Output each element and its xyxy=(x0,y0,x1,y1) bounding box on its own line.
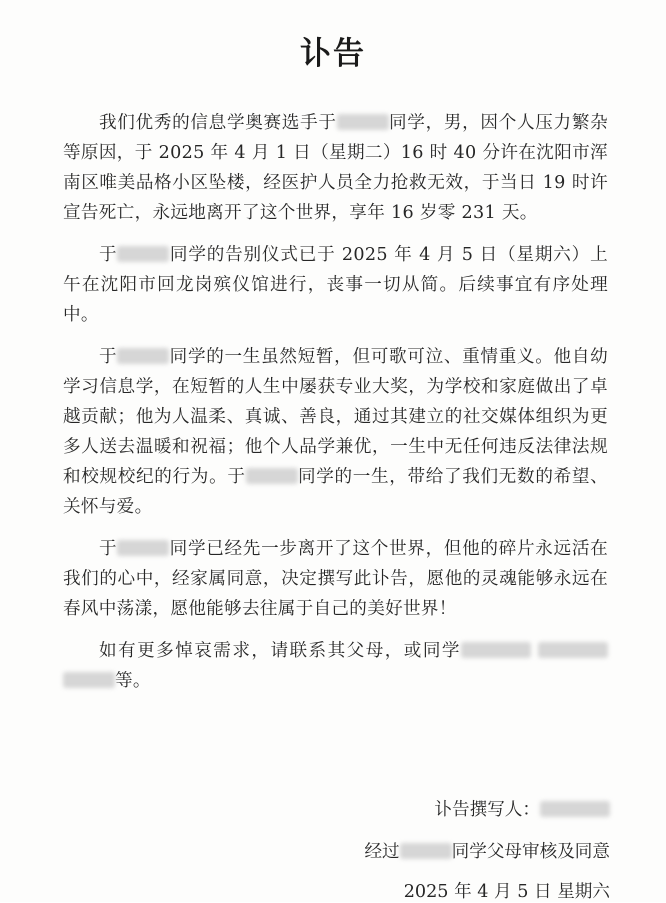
redacted-name xyxy=(540,801,610,817)
paragraph-1 xyxy=(63,108,608,228)
redacted-name xyxy=(117,348,169,364)
document-title: 讣告 xyxy=(300,36,366,72)
paragraph-2-part-a: 于 xyxy=(99,245,118,265)
paragraph-2-part-b: 同学的告别仪式已于 2025 年 4 月 5 日（星期六）上午在沈阳市回龙岗殡仪馆进行，丧事一切从简。后续事宜有序处理中。 xyxy=(63,245,608,325)
redacted-name xyxy=(246,468,298,484)
paragraph-4-part-a: 于 xyxy=(99,539,118,559)
document-body xyxy=(63,108,608,708)
paragraph-5-part-a: 如有更多悼哀需求，请联系其父母，或同学 xyxy=(99,641,461,661)
paragraph-5-part-b: 等。 xyxy=(115,671,151,691)
redacted-name xyxy=(63,672,115,688)
paragraph-1-part-b: 同学，男，因个人压力繁杂等原因，于 2025 年 4 月 1 日（星期二）16 时 40 分许在沈阳市浑南区唯美品格小区坠楼，经医护人员全力抢救无效，于当日 19 时许宣告死亡，永远地离开了这个世界，享年 16 岁零 231 天。 xyxy=(63,113,608,223)
paragraph-4 xyxy=(63,534,608,624)
redacted-name xyxy=(117,540,169,556)
paragraph-3-part-a: 于 xyxy=(99,347,118,367)
paragraph-3-part-b: 同学的一生虽然短暂，但可歌可泣、重情重义。他自幼学习信息学，在短暂的人生中屡获专业大奖，为学校和家庭做出了卓越贡献；他为人温柔、真诚、善良，通过其建立的社交媒体组织为更多人送去温暖和祝福；他个人品学兼优，一生中无任何违反法律法规和校规校纪的行为。于 xyxy=(63,347,608,487)
paragraph-5 xyxy=(63,636,608,696)
paragraph-3 xyxy=(63,342,608,522)
approval-part-b: 同学父母审核及同意 xyxy=(451,842,610,862)
paragraph-3-part-c: 同学的一生，带给了我们无数的希望、关怀与爱。 xyxy=(63,467,608,517)
signature-writer xyxy=(434,796,610,821)
redacted-name xyxy=(337,114,389,130)
paragraph-1-part-a: 我们优秀的信息学奥赛选手于 xyxy=(99,113,337,133)
signature-date: 2025 年 4 月 5 日 星期六 xyxy=(403,882,610,902)
redacted-name xyxy=(117,246,169,262)
signature-approval xyxy=(364,838,610,863)
paragraph-4-part-b: 同学已经先一步离开了这个世界，但他的碎片永远活在我们的心中，经家属同意，决定撰写此讣告，愿他的灵魂能够永远在春风中荡漾，愿他能够去往属于自己的美好世界！ xyxy=(63,539,608,619)
paragraph-2 xyxy=(63,240,608,330)
redacted-name xyxy=(461,642,531,658)
writer-label: 讣告撰写人： xyxy=(434,800,540,820)
approval-part-a: 经过 xyxy=(364,842,400,862)
redacted-name xyxy=(538,642,608,658)
redacted-name xyxy=(400,843,452,859)
